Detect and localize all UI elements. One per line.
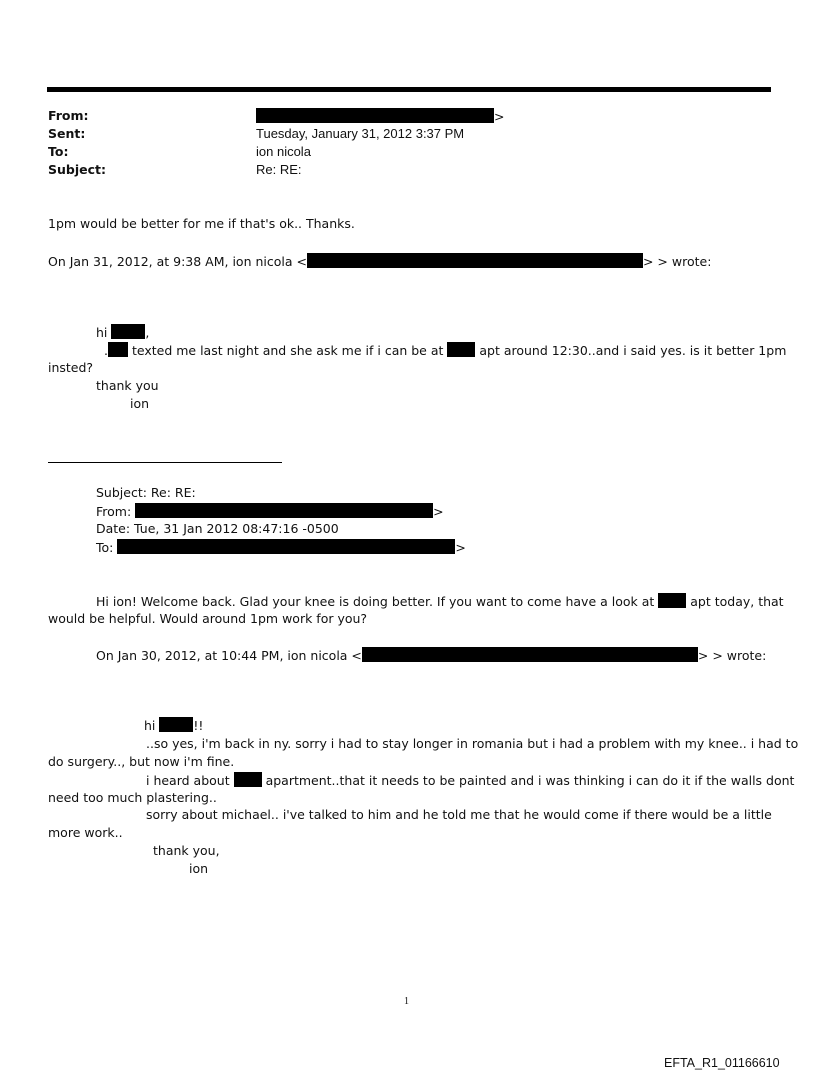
inner-line xyxy=(96,593,784,609)
fwd-date: Date: Tue, 31 Jan 2012 08:47:16 -0500 xyxy=(96,521,339,536)
inner-line-wrap: would be helpful. Would around 1pm work for you? xyxy=(48,611,368,626)
fwd-from-suffix: > xyxy=(433,504,444,519)
message-line: sorry about michael.. i've talked to him and he told me that he would come if there would be a little xyxy=(146,807,772,822)
page-number: 1 xyxy=(404,996,409,1007)
line-fragment: texted me last night and she ask me if i can be at xyxy=(127,343,448,358)
signoff-thanks: thank you xyxy=(96,378,159,393)
message-line-wrap: need too much plastering.. xyxy=(48,790,217,805)
greeting-punct: , xyxy=(145,325,150,340)
subject-label: Subject: xyxy=(48,162,106,177)
redaction-block xyxy=(307,253,643,268)
message-line-wrap: more work.. xyxy=(48,825,123,840)
line-fragment: apartment..that it needs to be painted and i was thinking i can do it if the walls dont xyxy=(261,773,795,788)
signoff-thanks: thank you, xyxy=(153,843,220,858)
redaction-block xyxy=(658,593,686,608)
header-rule xyxy=(47,87,771,92)
to-value: ion nicola xyxy=(256,144,311,159)
sent-value: Tuesday, January 31, 2012 3:37 PM xyxy=(256,126,465,141)
greeting-line xyxy=(96,324,149,340)
quote-separator xyxy=(48,462,282,463)
redaction-block xyxy=(117,539,455,554)
fwd-subject: Subject: Re: RE: xyxy=(96,485,196,500)
redaction-block xyxy=(111,324,145,339)
line-fragment: Hi ion! Welcome back. Glad your knee is doing better. If you want to come have a look at xyxy=(96,594,659,609)
fwd-to-label: To: xyxy=(96,540,118,555)
quote-suffix: > > wrote: xyxy=(642,254,712,269)
redaction-block xyxy=(447,342,475,357)
message-line-wrap: do surgery.., but now i'm fine. xyxy=(48,754,235,769)
redaction-block xyxy=(234,772,262,787)
message-line xyxy=(104,342,786,358)
greeting-line xyxy=(144,717,203,733)
greeting-punct: !! xyxy=(193,718,204,733)
greeting: hi xyxy=(144,718,156,733)
fwd-from xyxy=(96,503,444,519)
quote-prefix: On Jan 30, 2012, at 10:44 PM, ion nicola < xyxy=(96,648,362,663)
subject-value: Re: RE: xyxy=(256,162,302,177)
greeting: hi xyxy=(96,325,108,340)
signoff-name: ion xyxy=(189,861,209,876)
redaction-block xyxy=(108,342,128,357)
line-fragment: . xyxy=(104,343,108,358)
from-suffix: > xyxy=(494,109,505,124)
line-fragment: i heard about xyxy=(146,773,234,788)
from-value xyxy=(256,108,504,124)
message-line-wrap: insted? xyxy=(48,360,94,375)
message-line xyxy=(146,772,794,788)
reply-quote-line xyxy=(48,253,711,269)
signoff-name: ion xyxy=(130,396,150,411)
fwd-to-suffix: > xyxy=(455,540,466,555)
redaction-block xyxy=(362,647,698,662)
sent-label: Sent: xyxy=(48,126,86,141)
reply-body: 1pm would be better for me if that's ok.. Thanks. xyxy=(48,216,355,231)
line-fragment: apt today, that xyxy=(686,594,784,609)
line-fragment: apt around 12:30..and i said yes. is it better 1pm xyxy=(475,343,787,358)
bates-number: EFTA_R1_01166610 xyxy=(664,1056,780,1070)
inner-quote-line xyxy=(96,647,766,663)
fwd-to xyxy=(96,539,466,555)
redaction-block xyxy=(159,717,193,732)
redaction-block xyxy=(256,108,494,123)
quote-suffix: > > wrote: xyxy=(697,648,767,663)
quote-prefix: On Jan 31, 2012, at 9:38 AM, ion nicola < xyxy=(48,254,307,269)
fwd-from-label: From: xyxy=(96,504,136,519)
message-line: ..so yes, i'm back in ny. sorry i had to stay longer in romania but i had a problem with my knee.. i had to xyxy=(146,736,799,751)
redaction-block xyxy=(135,503,433,518)
from-label: From: xyxy=(48,108,89,123)
to-label: To: xyxy=(48,144,69,159)
